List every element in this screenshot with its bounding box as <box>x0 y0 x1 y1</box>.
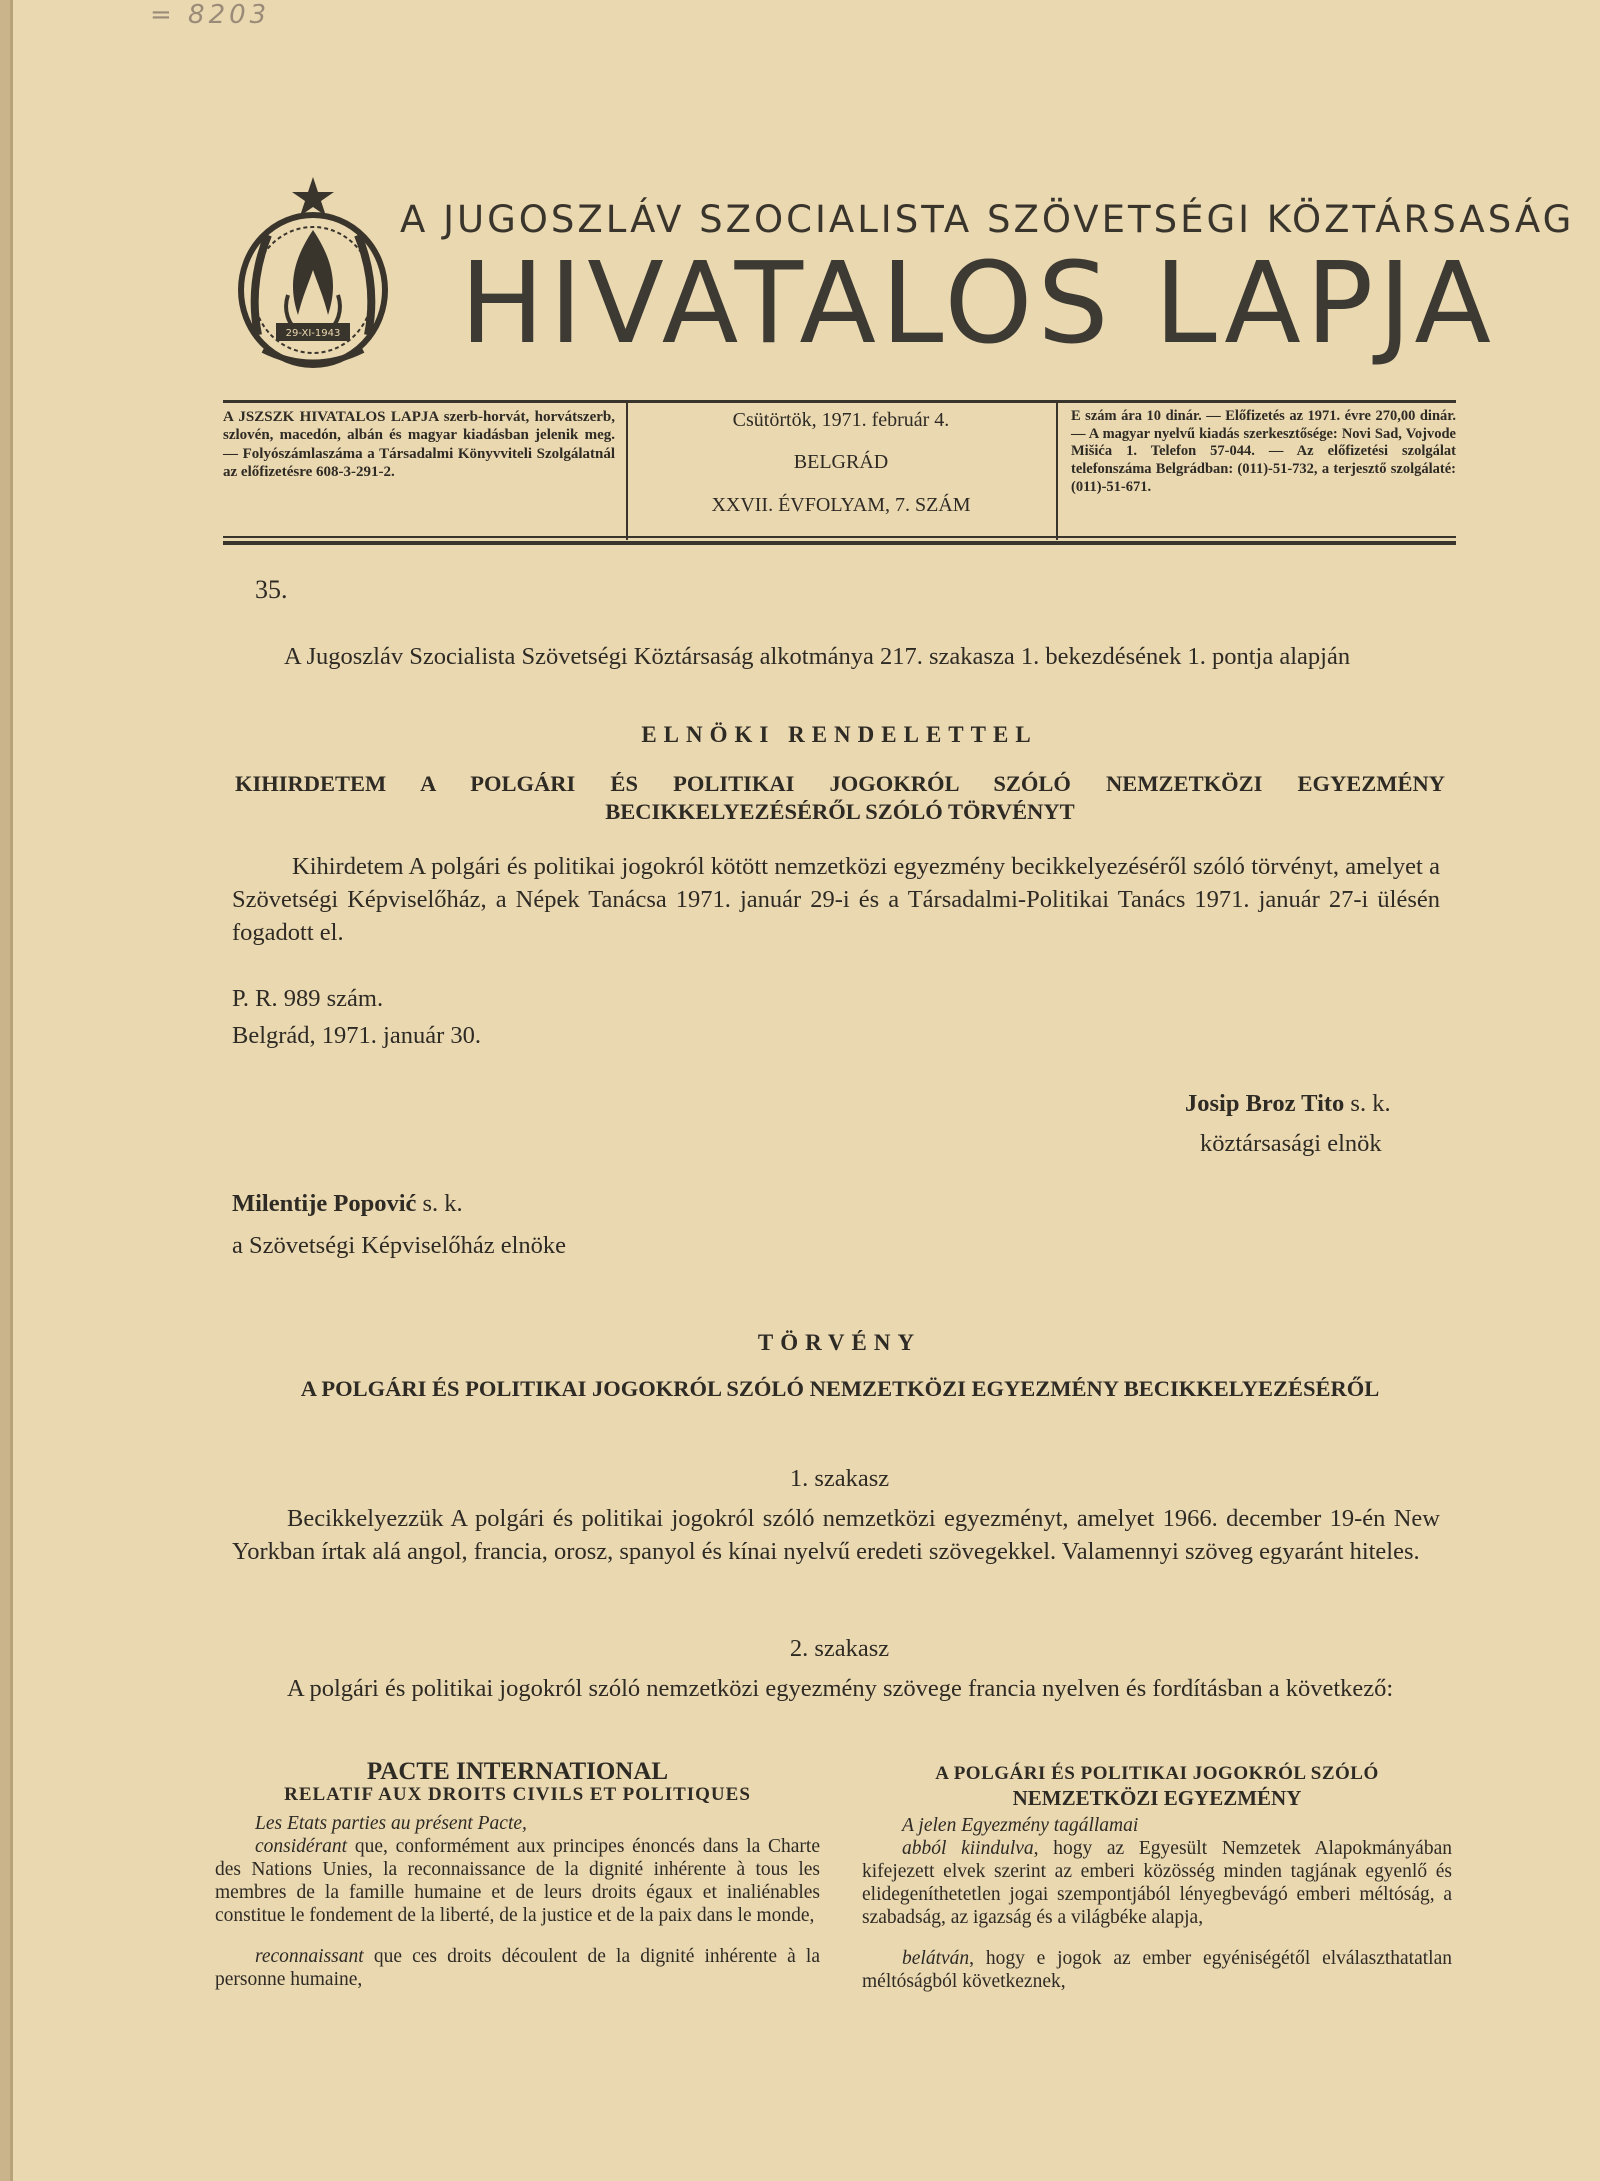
decree-heading: ELNÖKI RENDELETTEL <box>641 722 1038 747</box>
decree-place-date: Belgrád, 1971. január 30. <box>232 1022 482 1049</box>
law-section2-title: 2. szakasz <box>789 1635 890 1662</box>
issue-volume: XXVII. ÉVFOLYAM, 7. SZÁM <box>711 493 971 516</box>
handwritten-note: = 8203 <box>150 0 271 30</box>
french-p2-lead: reconnaissant <box>255 1946 364 1967</box>
french-paragraph-2 <box>215 1945 820 1991</box>
decree-subheading: KIHIRDETEM A POLGÁRI ÉS POLITIKAI JOGOKRÓL SZÓLÓ NEMZETKÖZI EGYEZMÉNY BECIKKELYEZÉSÉRŐL SZÓLÓ TÖRVÉNYT <box>235 771 1445 824</box>
signer1-name: Josip Broz Tito <box>1185 1090 1345 1117</box>
french-title: PACTE INTERNATIONAL <box>366 1758 669 1785</box>
info-top-rule <box>223 400 1456 403</box>
publication-info-box <box>223 400 1456 545</box>
law-section2-body: A polgári és politikai jogokról szóló nemzetközi egyezmény szövege francia nyelven és fordításban a következő: <box>287 1675 1394 1702</box>
masthead-title: HIVATALOS LAPJA <box>460 239 1497 369</box>
hungarian-title: A POLGÁRI ÉS POLITIKAI JOGOKRÓL SZÓLÓ <box>935 1763 1379 1784</box>
page-binding-shadow <box>10 0 13 2181</box>
signature-popovic <box>232 1190 463 1218</box>
hungarian-p1-lead: abból kiindulva <box>902 1838 1034 1859</box>
hungarian-subtitle: NEMZETKÖZI EGYEZMÉNY <box>1012 1786 1302 1810</box>
french-p1-text: que, conformément aux principes énoncés dans la Charte des Nations Unies, la reconnaissance de la dignité inhérente à tous les membres de la famille humaine et de leurs droits égaux et inaliénables constitue le fondement de la liberté, de la justice et de la paix dans le monde, <box>215 1836 820 1926</box>
decree-number: 35. <box>255 575 288 604</box>
decree-intro: A Jugoszláv Szocialista Szövetségi Köztársaság alkotmánya 217. szakasza 1. bekezdésének 1. pontja alapján <box>284 643 1351 670</box>
issue-date: Csütörtök, 1971. február 4. <box>732 409 950 431</box>
decree-body: Kihirdetem A polgári és politikai jogokról kötött nemzetközi egyezmény becikkelyezéséről szóló törvényt, amelyet a Szövetségi Képviselőház, a Népek Tanácsa 1971. január 29-i és a Társadalmi-Politikai Tanács 1971. január 27-i ülésén fogadott el. <box>232 853 1440 946</box>
info-price-subscription: E szám ára 10 dinár. — Előfizetés az 1971. évre 270,00 dinár. — A magyar nyelvű kiadás szerkesztősége: Novi Sad, Vojvode Mišića 1. Telefon 57-044. — Az előfizetési szolgálat telefonszáma Belgrádban: (011)-51-732, a terjesztő szolgálaté: (011)-51-671. <box>1071 408 1456 495</box>
state-emblem-icon <box>228 175 398 380</box>
signer1-sk: s. k. <box>1344 1090 1391 1117</box>
signature-tito <box>1185 1090 1391 1118</box>
info-divider-right <box>1056 400 1058 540</box>
french-subtitle: RELATIF AUX DROITS CIVILS ET POLITIQUES <box>284 1784 751 1805</box>
signer2-name: Milentije Popović <box>232 1190 417 1217</box>
info-bottom-rule-thick <box>223 541 1456 545</box>
law-section1-title: 1. szakasz <box>789 1465 890 1492</box>
masthead-supertitle: A JUGOSZLÁV SZOCIALISTA SZÖVETSÉGI KÖZTÁRSASÁG <box>400 198 1575 241</box>
hungarian-preamble-opening: A jelen Egyezmény tagállamai <box>902 1815 1139 1836</box>
info-divider-left <box>626 400 628 540</box>
signer1-title: köztársasági elnök <box>1200 1130 1382 1157</box>
hungarian-p1-text: , hogy az Egyesült Nemzetek Alapokmányában kifejezett elvek szerint az emberi közösség minden tagjának egyenlő és elidegeníthetetlen jogai szempontjából lényegbevágó emberi méltóság, a szabadság, az igazság és a világbéke alapja, <box>862 1838 1452 1928</box>
french-paragraph-1 <box>215 1835 820 1927</box>
info-bottom-rule <box>223 536 1456 538</box>
law-section1-body: Becikkelyezzük A polgári és politikai jogokról szóló nemzetközi egyezményt, amelyet 1966. december 19-én New Yorkban írtak alá angol, francia, orosz, spanyol és kínai nyelvű eredeti szövegekkel. Valamennyi szöveg egyaránt hiteles. <box>232 1505 1440 1565</box>
signer2-sk: s. k. <box>416 1190 463 1217</box>
info-publication-note: A JSZSZK HIVATALOS LAPJA szerb-horvát, horvátszerb, szlovén, macedón, albán és magyar kiadásban jelenik meg. — Folyószámlaszáma a Társadalmi Könyvviteli Szolgálatnál az előfizetésre 608-3-291-2. <box>223 409 615 480</box>
decree-reference: P. R. 989 szám. <box>232 985 384 1012</box>
info-issue-details <box>641 408 1041 535</box>
hungarian-paragraph-2 <box>862 1947 1452 1993</box>
law-heading: TÖRVÉNY <box>757 1330 922 1355</box>
page-binding-edge <box>0 0 10 2181</box>
french-p1-lead: considérant <box>255 1836 348 1857</box>
law-subheading: A POLGÁRI ÉS POLITIKAI JOGOKRÓL SZÓLÓ NEMZETKÖZI EGYEZMÉNY BECIKKELYEZÉSÉRŐL <box>300 1376 1380 1401</box>
hungarian-text-column <box>862 1762 1452 1993</box>
emblem-date: 29-XI-1943 <box>285 328 341 339</box>
signer2-title: a Szövetségi Képviselőház elnöke <box>232 1232 567 1259</box>
hungarian-p2-text: , hogy e jogok az ember egyéniségétől elválaszthatatlan méltóságból következnek, <box>862 1948 1452 1992</box>
french-p2-text: que ces droits découlent de la dignité inhérente à la personne humaine, <box>215 1946 820 1990</box>
issue-place: BELGRÁD <box>793 451 889 474</box>
hungarian-paragraph-1 <box>862 1837 1452 1929</box>
french-text-column <box>215 1760 820 1991</box>
french-preamble-opening: Les Etats parties au présent Pacte, <box>255 1813 527 1834</box>
hungarian-p2-lead: belátván <box>902 1948 970 1969</box>
